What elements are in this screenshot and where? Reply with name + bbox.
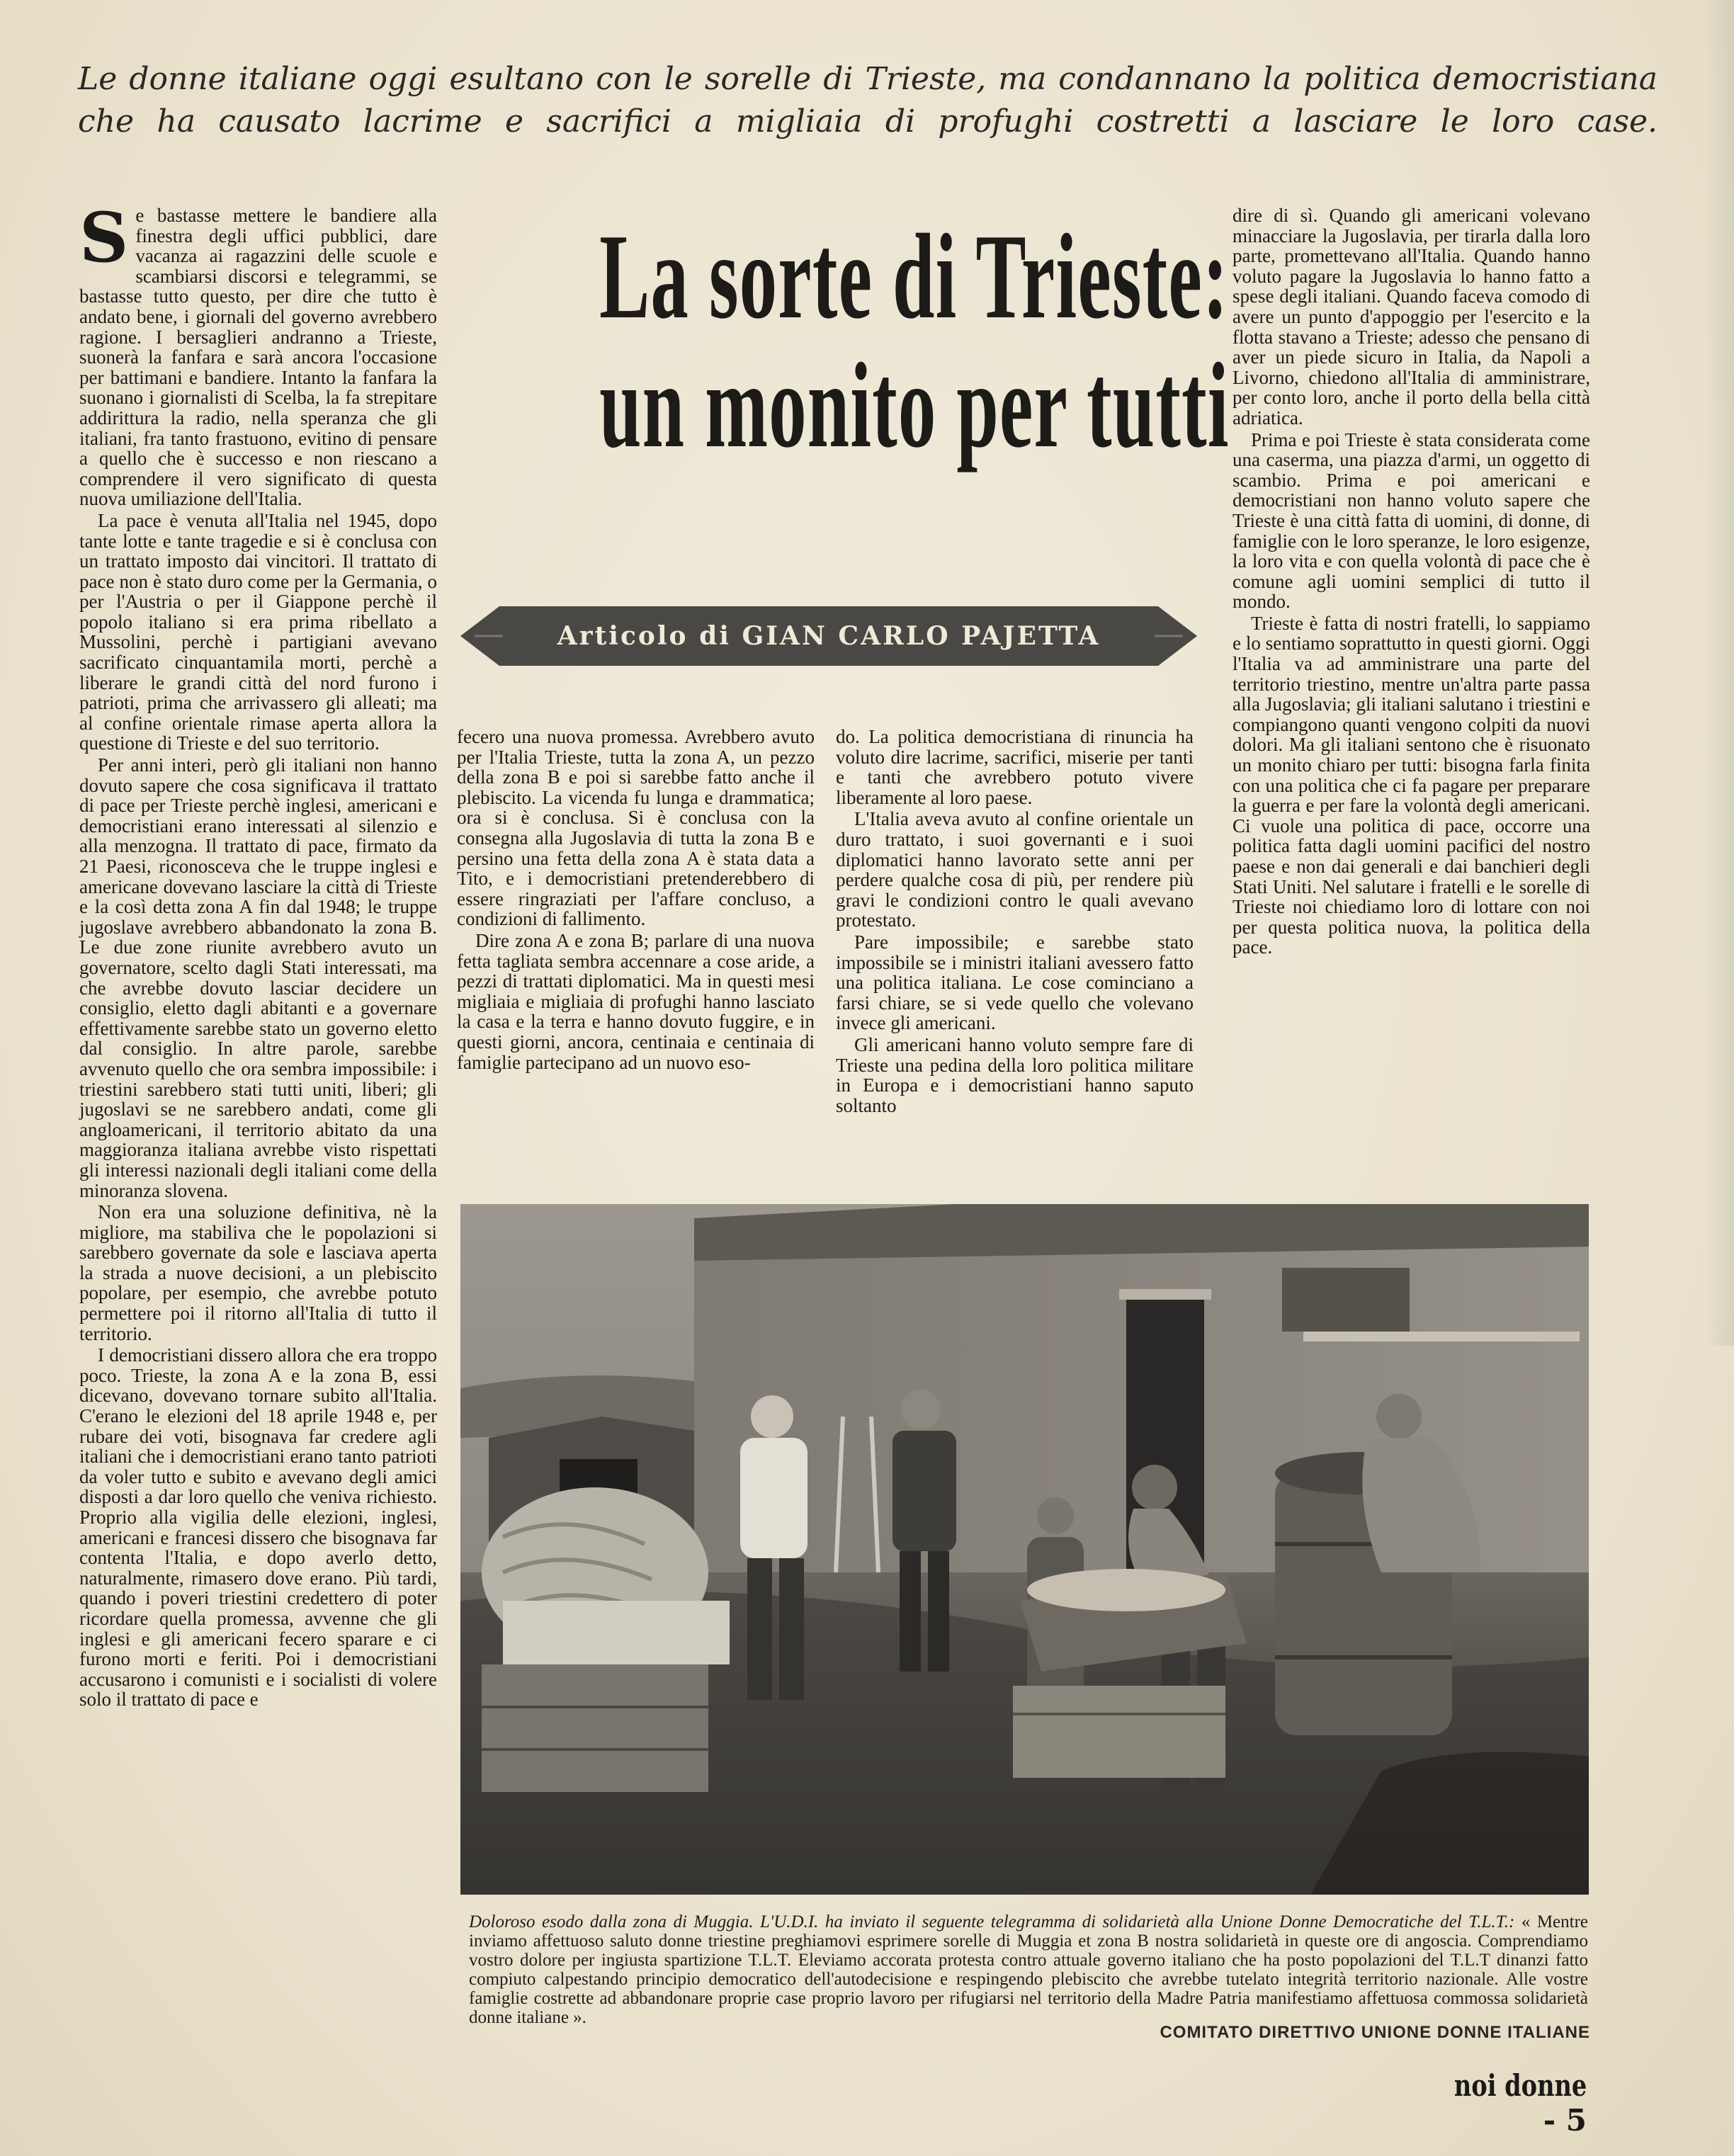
refugee-exodus-photo	[460, 1204, 1589, 1895]
paragraph: I democristiani dissero allora che era troppo poco. Trieste, la zona A e la zona B, essi dicevano, dovevano tornare subito all'Italia. C'erano le elezioni del 18 aprile 1948 e, per rubare dei voti, bisognava far credere agli italiani che i democristiani erano tanto patrioti da voler tutto e subito e avevano degli amici disposti a dar loro quello che veniva richiesto. Proprio alla vigilia delle elezioni, inglesi, americani e francesi dissero che bisognava far contenta l'Italia, e dopo averlo detto, naturalmente, rimasero dove erano. Più tardi, quando i poveri triestini credettero di poter ricordare quella promessa, avvenne che gli inglesi e gli americani fecero sparare e ci furono morti e feriti. Poi i democristiani accusarono i comunisti e i socialisti di volere solo il trattato di pace e	[79, 1344, 437, 1710]
byline: Articolo di GIAN CARLO PAJETTA	[557, 621, 1101, 651]
page-folio	[1402, 2068, 1587, 2138]
headline	[599, 210, 1230, 473]
article-column-3	[836, 727, 1194, 1117]
paragraph: Dire zona A e zona B; parlare di una nuova fetta tagliata sembra accennare a cose aride, a pezzi di trattati diplomatici. Ma in questi mesi migliaia e migliaia di profughi hanno lasciato la casa e la terra e hanno dovuto fuggire, e in questi giorni, ancora, centinaia e centinaia di famiglie partecipano ad un nuovo eso-	[457, 929, 815, 1073]
paragraph: e bastasse mettere le bandiere alla finestra degli uffici pubblici, dare vacanza ai ragazzini delle scuole e scambiarsi discorsi e telegrammi, se bastasse tutto questo, per dire che tutto è andato bene, i giornali del governo avrebbero ragione. I bersaglieri andranno a Trieste, suonerà la fanfara e sarà ancora l'occasione per battimani e bandiere. Intanto la fanfara la suonano i giornalisti di Scelba, la fa strepitare addirittura la radio, nella speranza che gli italiani, fra tanto frastuono, evitino di pensare a quello che è successo e non riescano a comprendere il vero significato di questa nuova umiliazione dell'Italia.	[79, 205, 437, 510]
article-column-2	[457, 727, 815, 1074]
photo-illustration	[460, 1204, 1589, 1895]
caption-signature: COMITATO DIRETTIVO UNIONE DONNE ITALIANE	[1160, 2023, 1590, 2042]
paragraph: La pace è venuta all'Italia nel 1945, dopo tante lotte e tante tragedie e si è conclusa con un trattato imposto dai vincitori. Il trattato di pace non è stato duro come per la Germania, o per l'Austria o per il Giappone perchè il popolo italiano si era prima ribellato a Mussolini, perchè i partigiani avevano sacrificato cinquantamila morti, perchè a liberare le grandi città del nord furono i patrioti, prima che arrivassero gli alleati; ma al confine orientale rimase aperta allora la questione di Trieste e del suo territorio.	[79, 509, 437, 754]
paragraph: do. La politica democristiana di rinuncia ha voluto dire lacrime, sacrifici, miserie per tanti e tanti che avrebbero potuto vivere liberamente al loro paese.	[836, 726, 1194, 808]
paragraph: L'Italia aveva avuto al confine orientale un duro trattato, i suoi governanti e i suoi diplomatici hanno lavorato sette anni per perdere qualche cosa di più, per rendere più gravi le condizioni contro le quali avevano protestato.	[836, 808, 1194, 931]
caption-telegram: « Mentre inviamo affettuoso saluto donne triestine preghiamovi esprimere sorelle di Muggia et zona B nostra solidarietà in queste ore di angoscia. Comprendiamo vostro dolore per ingiusta spartizione T.L.T. Eleviamo accorata protesta contro attuale governo italiano che ha posto popolazioni del T.L.T dinanzi fatto compiuto calpestando principio democratico dell'autodecisione e respingendo plebiscito che avrebbe tutelato integrità territorio nazionale. Alle vostre famiglie costrette ad abbandonare proprie case proprio lavoro per rifugiarsi nel territorio della Madre Patria manifestiamo affettuosa commossa solidarietà donne italiane ».	[469, 1912, 1589, 2027]
paragraph: Gli americani hanno voluto sempre fare di Trieste una pedina della loro politica militare in Europa e i democristiani hanno saputo soltanto	[836, 1033, 1194, 1116]
page-edge-bleed	[1706, 0, 1734, 1346]
photo-caption	[469, 1912, 1588, 2027]
drop-cap: S	[79, 198, 129, 278]
headline-line-1: La sorte di Trieste:	[599, 210, 1229, 344]
paragraph: dire di sì. Quando gli americani volevano minacciare la Jugoslavia, per tirarla dalla loro parte, promettevano all'Italia. Quando hanno voluto pagare la Jugoslavia lo hanno fatto a spese degli italiani. Quando faceva comodo di avere un punto d'appoggio per l'esercito e la flotta stavano a Trieste; adesso che pensano di aver un piede sicuro in Italia, da Napoli a Livorno, chiedono all'Italia di amministrare, per conto loro, anche il porto della bella città adriatica.	[1232, 205, 1590, 429]
page-number: - 5	[1543, 2103, 1587, 2138]
magazine-name: noi donne	[1454, 2068, 1587, 2103]
headline-line-2: un monito per tutti	[599, 339, 1230, 473]
byline-band	[460, 601, 1197, 671]
paragraph: Trieste è fatta di nostri fratelli, lo sappiamo e lo sentiamo soprattutto in questi giorni. Oggi l'Italia va ad amministrare una parte del territorio triestino, mentre un'altra parte passa alla Jugoslavia; gli italiani salutano i triestini e compiangono quanti vengono colpiti da nuovi dolori. Ma gli italiani sentono che è risuonato un monito chiaro per tutti: bisogna farla finita con una politica che ci fa pagare per preparare la guerra e per fare la volontà degli americani. Ci vuole una politica di pace, occorre una politica fatta dagli uomini pacifici del nostro paese e non dai generali e dai banchieri degli Stati Uniti. Nel salutare i fratelli e le sorelle di Trieste noi chiediamo loro di lottare con noi per questa politica nuova, la politica della pace.	[1232, 612, 1590, 958]
paragraph: Prima e poi Trieste è stata considerata come una caserma, una piazza d'armi, un oggetto di scambio. Prima e poi americani e democristiani non hanno voluto sapere che Trieste è una città fatta di uomini, di donne, di famiglie con le loro speranze, le loro esigenze, la loro vita e con quella volontà di pace che è comune agli uomini semplici di tutto il mondo.	[1232, 429, 1590, 613]
paragraph: Non era una soluzione definitiva, nè la migliore, ma stabiliva che le popolazioni si sarebbero governate da sole e lasciava aperta la strada a nuove decisioni, a un plebiscito popolare, per esempio, che avrebbe potuto permettere poi il ritorno all'Italia di tutto il territorio.	[79, 1201, 437, 1344]
article-column-4	[1232, 205, 1590, 959]
caption-lead: Doloroso esodo dalla zona di Muggia. L'U.D.I. ha inviato il seguente telegramma di solidarietà alla Unione Donne Democratiche del T.L.T.:	[469, 1912, 1515, 1931]
paragraph: fecero una nuova promessa. Avrebbero avuto per l'Italia Trieste, tutta la zona A, un pezzo della zona B e poi si sarebbe fatto anche il plebiscito. La vicenda fu lunga e drammatica; ora si è conclusa. Si è conclusa con la consegna alla Jugoslavia di tutta la zona B e persino una fetta della zona A è stata data a Tito, e i democristiani pretenderebbero di essere ringraziati per l'affare concluso, a condizioni di fallimento.	[457, 726, 815, 930]
paragraph: Pare impossibile; e sarebbe stato impossibile se i ministri italiani avessero fatto una politica italiana. Le cose cominciano a farsi chiare, se si vede quello che volevano invece gli americani.	[836, 931, 1194, 1034]
article-deck: Le donne italiane oggi esultano con le sorelle di Trieste, ma condannano la politica democristiana che ha causato lacrime e sacrifici a migliaia di profughi costretti a lasciare le loro case.	[78, 61, 1658, 140]
article-column-1	[79, 198, 437, 1711]
paragraph: Per anni interi, però gli italiani non hanno dovuto sapere che cosa significava il trattato di pace per Trieste perchè inglesi, americani e democristiani erano interessati al silenzio e alla menzogna. Il trattato di pace, firmato da 21 Paesi, riconosceva che le truppe inglesi e americane dovevano lasciare la città di Trieste e la così detta zona A fin dal 1948; le truppe jugoslave avrebbero abbandonato la zona B. Le due zone riunite avrebbero avuto un governatore, scelto dagli Stati interessati, ma che avrebbe dovuto lasciar decidere un consiglio, eletto dagli abitanti e a governare effettivamente sarebbe stato un governo eletto dal consiglio. In altre parole, sarebbe avvenuto quello che ora sembra impossibile: i triestini sarebbero stati tutti uniti, liberi; gli jugoslavi se ne sarebbero andati, come gli angloamericani, il territorio abitato da una maggioranza italiana avrebbe visto rispettati gli interessi nazionali degli italiani come della minoranza slovena.	[79, 754, 437, 1201]
